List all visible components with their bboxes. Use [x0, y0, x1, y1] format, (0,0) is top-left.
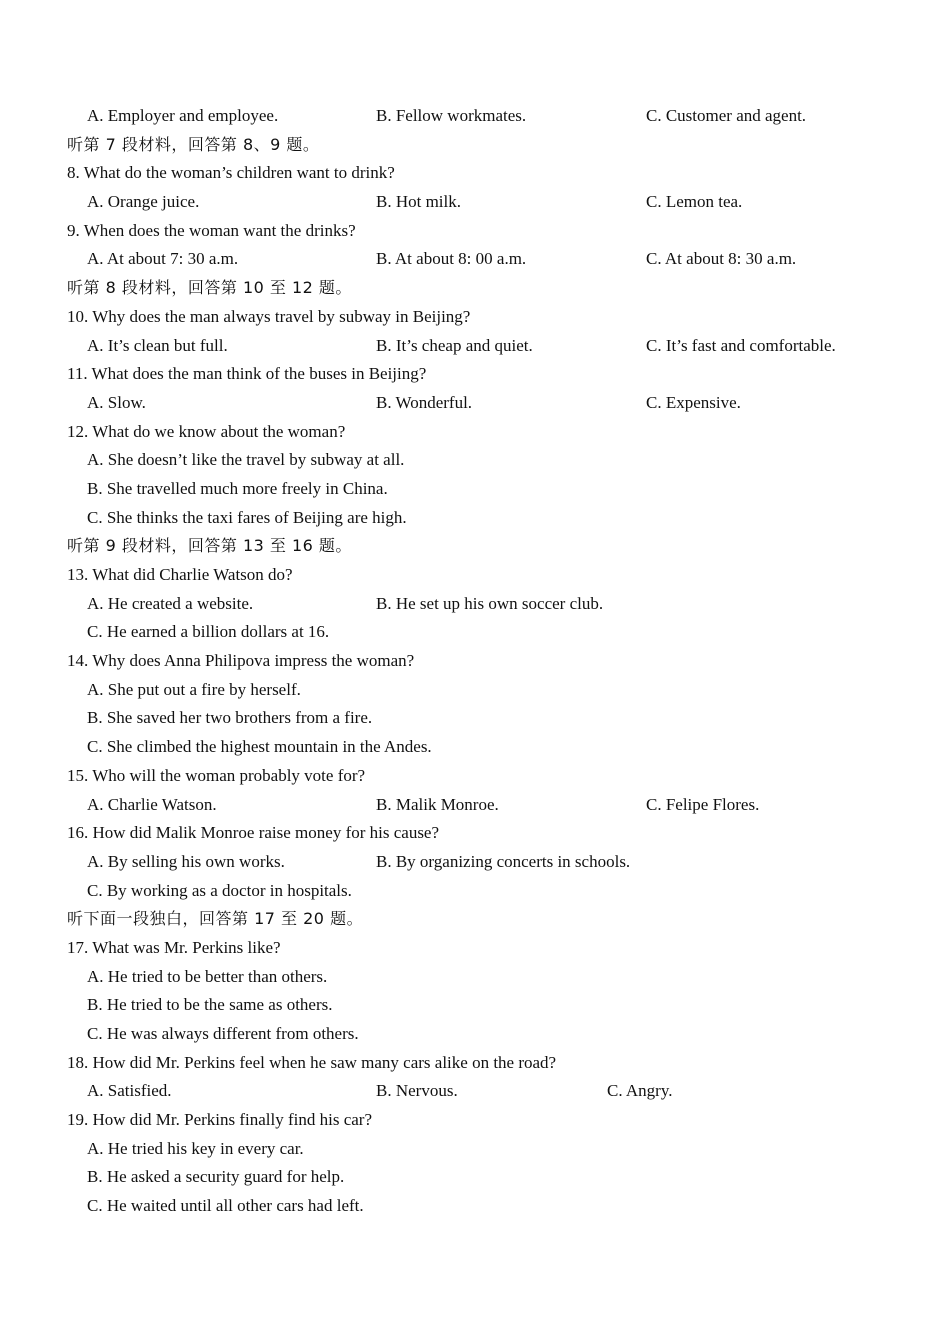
options-row — [0, 590, 950, 619]
option-b: B. He set up his own soccer club. — [376, 593, 604, 613]
question-13: 13. What did Charlie Watson do? — [67, 565, 293, 584]
option-c: C. At about 8: 30 a.m. — [646, 249, 797, 269]
options-row — [0, 877, 950, 906]
section-instruction: 听第 9 段材料，回答第 13 至 16 题。 — [67, 536, 352, 556]
question-17: 17. What was Mr. Perkins like? — [67, 937, 281, 957]
option-a: A. Employer and employee. — [87, 106, 279, 125]
option-b: B. Nervous. — [376, 1081, 458, 1101]
options-row — [0, 1135, 950, 1164]
option-b: B. Wonderful. — [376, 392, 473, 412]
option-b: B. He tried to be the same as others. — [87, 995, 333, 1015]
options-row — [0, 791, 950, 820]
option-c: C. By working as a doctor in hospitals. — [87, 880, 352, 900]
options-row — [0, 1163, 950, 1192]
options-row — [0, 676, 950, 705]
question-12: 12. What do we know about the woman? — [67, 421, 346, 441]
option-b: B. She saved her two brothers from a fire. — [87, 708, 373, 728]
option-c: C. Customer and agent. — [646, 106, 807, 125]
option-b: B. She travelled much more freely in China. — [87, 478, 388, 498]
option-a: A. Satisfied. — [87, 1081, 172, 1101]
question-11: 11. What does the man think of the buses in Beijing? — [67, 364, 427, 384]
options-row — [0, 332, 950, 361]
section-instruction: 听第 8 段材料，回答第 10 至 12 题。 — [67, 278, 352, 298]
option-b: B. At about 8: 00 a.m. — [376, 249, 527, 269]
option-b: B. Fellow workmates. — [376, 106, 527, 125]
option-a: A. Charlie Watson. — [87, 794, 217, 814]
options-row — [0, 1192, 950, 1221]
option-a: A. By selling his own works. — [87, 851, 285, 871]
options-row — [0, 504, 950, 533]
question-10: 10. Why does the man always travel by subway in Beijing? — [67, 306, 471, 326]
options-row — [0, 991, 950, 1020]
options-row — [0, 475, 950, 504]
option-a: A. Orange juice. — [87, 192, 200, 212]
question-9: 9. When does the woman want the drinks? — [67, 220, 356, 240]
option-c: C. He was always different from others. — [87, 1024, 359, 1043]
option-a: A. At about 7: 30 a.m. — [87, 249, 239, 269]
section-instruction: 听第 7 段材料，回答第 8、9 题。 — [67, 134, 320, 154]
option-a: A. She doesn’t like the travel by subway at all. — [87, 450, 405, 470]
section-instruction: 听下面一段独白，回答第 17 至 20 题。 — [67, 909, 364, 929]
option-c: C. He waited until all other cars had left. — [87, 1196, 364, 1216]
options-row — [0, 1020, 950, 1049]
option-b: B. By organizing concerts in schools. — [376, 851, 631, 871]
question-8: 8. What do the woman’s children want to drink? — [67, 163, 395, 183]
option-c: C. He earned a billion dollars at 16. — [87, 622, 330, 642]
options-row — [0, 618, 950, 647]
options-row — [0, 188, 950, 217]
options-row — [0, 848, 950, 877]
option-b: B. He asked a security guard for help. — [87, 1167, 345, 1187]
options-row — [0, 446, 950, 475]
option-a: A. Slow. — [87, 392, 146, 412]
option-b: B. It’s cheap and quiet. — [376, 335, 533, 355]
question-15: 15. Who will the woman probably vote for? — [67, 765, 366, 785]
option-b: B. Malik Monroe. — [376, 794, 499, 814]
option-a: A. He created a website. — [87, 593, 254, 613]
question-14: 14. Why does Anna Philipova impress the woman? — [67, 651, 415, 671]
question-16: 16. How did Malik Monroe raise money for his cause? — [67, 823, 440, 843]
options-row — [0, 245, 950, 274]
option-c: C. Expensive. — [646, 392, 741, 412]
option-c: C. She thinks the taxi fares of Beijing are high. — [87, 507, 407, 527]
option-a: A. She put out a fire by herself. — [87, 679, 301, 699]
option-c: C. She climbed the highest mountain in the Andes. — [87, 737, 432, 757]
option-b: B. Hot milk. — [376, 192, 462, 212]
option-c: C. Lemon tea. — [646, 192, 743, 212]
option-a: A. It’s clean but full. — [87, 335, 228, 355]
options-row — [0, 704, 950, 733]
question-19: 19. How did Mr. Perkins finally find his car? — [67, 1110, 373, 1130]
question-18: 18. How did Mr. Perkins feel when he saw many cars alike on the road? — [67, 1052, 557, 1072]
options-row — [0, 102, 950, 131]
options-row — [0, 1077, 950, 1106]
options-row — [0, 733, 950, 762]
exam-page — [0, 102, 950, 1221]
option-c: C. Felipe Flores. — [646, 794, 760, 814]
option-a: A. He tried to be better than others. — [87, 966, 328, 986]
options-row — [0, 389, 950, 418]
option-c: C. Angry. — [607, 1081, 673, 1101]
option-c: C. It’s fast and comfortable. — [646, 335, 836, 355]
options-row — [0, 963, 950, 992]
option-a: A. He tried his key in every car. — [87, 1138, 304, 1158]
